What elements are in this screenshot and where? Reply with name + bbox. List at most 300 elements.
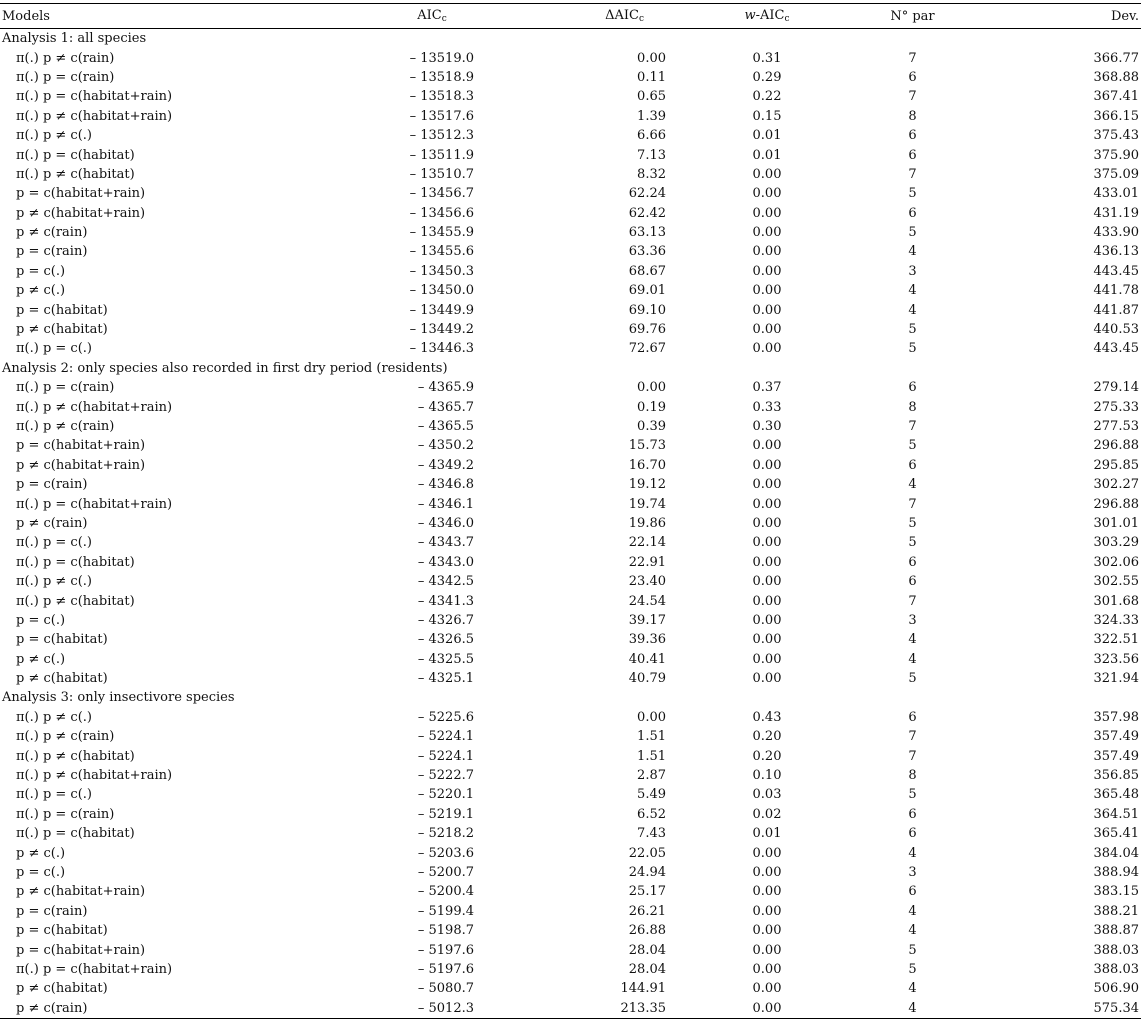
dev-cell: 375.43 xyxy=(1093,128,1139,144)
aic-cell: – 13519.0 xyxy=(409,50,474,66)
w-aic-cell: 0.00 xyxy=(752,302,782,318)
w-aic-cell: 0.01 xyxy=(752,147,782,163)
table-row xyxy=(0,281,1141,300)
dev-cell: 322.51 xyxy=(1093,632,1139,648)
npar-cell: 4 xyxy=(908,244,917,260)
table-row xyxy=(0,727,1141,746)
dev-cell: 321.94 xyxy=(1093,671,1139,687)
dev-cell: 388.94 xyxy=(1093,864,1139,880)
table-row xyxy=(0,882,1141,901)
aic-cell: – 5224.1 xyxy=(417,729,474,745)
model-cell: π(.) p = c(habitat) xyxy=(16,554,135,570)
delta-aic-cell: 40.79 xyxy=(628,671,666,687)
model-cell: p = c(rain) xyxy=(16,903,88,919)
header-npar: N° par xyxy=(890,8,935,24)
model-cell: π(.) p ≠ c(.) xyxy=(16,128,92,144)
model-cell: p ≠ c(rain) xyxy=(16,225,88,241)
aic-cell: – 13446.3 xyxy=(409,341,474,357)
dev-cell: 575.34 xyxy=(1093,1000,1139,1016)
npar-cell: 7 xyxy=(908,496,917,512)
header-w-aic: $w-AIC_c$ xyxy=(744,8,790,24)
npar-cell: 6 xyxy=(908,147,917,163)
aic-cell: – 13455.6 xyxy=(409,244,474,260)
npar-cell: 5 xyxy=(908,322,917,338)
model-cell: π(.) p = c(habitat+rain) xyxy=(16,961,173,977)
delta-aic-cell: 28.04 xyxy=(628,961,666,977)
npar-cell: 3 xyxy=(908,864,917,880)
header-dev: Dev. xyxy=(1110,8,1139,24)
delta-aic-cell: 6.52 xyxy=(637,806,666,822)
delta-aic-cell: 72.67 xyxy=(628,341,666,357)
header-row xyxy=(0,4,1141,29)
table-row xyxy=(0,746,1141,765)
table-row xyxy=(0,436,1141,455)
dev-cell: 357.49 xyxy=(1093,729,1139,745)
table-row xyxy=(0,475,1141,494)
model-cell: p ≠ c(.) xyxy=(16,845,66,861)
aic-cell: – 5220.1 xyxy=(417,787,474,803)
w-aic-cell: 0.00 xyxy=(752,884,782,900)
model-cell: p ≠ c(rain) xyxy=(16,515,88,531)
w-aic-cell: 0.00 xyxy=(752,981,782,997)
table-row xyxy=(0,262,1141,281)
table-row xyxy=(0,805,1141,824)
delta-aic-cell: 69.76 xyxy=(628,322,666,338)
aic-cell: – 5197.6 xyxy=(417,961,474,977)
analysis-2-group xyxy=(0,359,1141,689)
dev-cell: 324.33 xyxy=(1093,612,1139,628)
model-cell: π(.) p = c(rain) xyxy=(16,380,115,396)
model-cell: π(.) p ≠ c(habitat) xyxy=(16,166,135,182)
model-cell: p = c(.) xyxy=(16,864,66,880)
delta-aic-cell: 68.67 xyxy=(628,263,666,279)
table-row xyxy=(0,204,1141,223)
table-row xyxy=(0,378,1141,397)
table-row xyxy=(0,184,1141,203)
aic-cell: – 4326.7 xyxy=(417,612,474,628)
dev-cell: 365.41 xyxy=(1093,826,1139,842)
npar-cell: 6 xyxy=(908,554,917,570)
table-row xyxy=(0,87,1141,106)
header-models: Models xyxy=(2,8,50,24)
table-row xyxy=(0,708,1141,727)
aic-cell: – 5199.4 xyxy=(417,903,474,919)
aic-cell: – 4346.1 xyxy=(417,496,474,512)
aic-cell: – 5200.7 xyxy=(417,864,474,880)
dev-cell: 368.88 xyxy=(1093,69,1139,85)
w-aic-cell: 0.00 xyxy=(752,496,782,512)
w-aic-cell: 0.00 xyxy=(752,671,782,687)
group-title-row xyxy=(0,359,1141,378)
dev-cell: 384.04 xyxy=(1093,845,1139,861)
aic-cell: – 13512.3 xyxy=(409,128,474,144)
aic-cell: – 5225.6 xyxy=(417,709,474,725)
dev-cell: 357.98 xyxy=(1093,709,1139,725)
w-aic-cell: 0.22 xyxy=(752,89,782,105)
w-aic-cell: 0.00 xyxy=(752,864,782,880)
dev-cell: 388.87 xyxy=(1093,923,1139,939)
table-row xyxy=(0,514,1141,533)
analysis-1-group xyxy=(0,29,1141,359)
npar-cell: 8 xyxy=(908,399,917,415)
w-aic-cell: 0.00 xyxy=(752,923,782,939)
w-aic-cell: 0.00 xyxy=(752,205,782,221)
w-aic-cell: 0.00 xyxy=(752,244,782,260)
model-cell: p = c(habitat) xyxy=(16,632,108,648)
w-aic-cell: 0.43 xyxy=(752,709,782,725)
w-aic-cell: 0.33 xyxy=(752,399,782,415)
delta-aic-cell: 25.17 xyxy=(628,884,666,900)
model-cell: p = c(habitat+rain) xyxy=(16,186,146,202)
npar-cell: 6 xyxy=(908,806,917,822)
model-cell: p = c(habitat+rain) xyxy=(16,942,146,958)
aic-cell: – 5197.6 xyxy=(417,942,474,958)
w-aic-cell: 0.00 xyxy=(752,186,782,202)
w-aic-cell: 0.00 xyxy=(752,438,782,454)
aic-cell: – 4342.5 xyxy=(417,574,474,590)
group-title: Analysis 2: only species also recorded in first dry period (residents) xyxy=(2,360,448,376)
delta-aic-cell: 69.01 xyxy=(628,283,666,299)
delta-aic-cell: 213.35 xyxy=(620,1000,666,1016)
aic-cell: – 5198.7 xyxy=(417,923,474,939)
table-row xyxy=(0,223,1141,242)
w-aic-cell: 0.00 xyxy=(752,166,782,182)
delta-aic-cell: 6.66 xyxy=(637,128,666,144)
table-row xyxy=(0,669,1141,688)
model-cell: π(.) p = c(rain) xyxy=(16,69,115,85)
model-selection-table xyxy=(0,3,1141,1019)
aic-cell: – 4325.5 xyxy=(417,651,474,667)
model-cell: π(.) p = c(.) xyxy=(16,341,92,357)
dev-cell: 302.06 xyxy=(1093,554,1139,570)
delta-aic-cell: 2.87 xyxy=(637,768,666,784)
aic-cell: – 13450.0 xyxy=(409,283,474,299)
w-aic-cell: 0.00 xyxy=(752,593,782,609)
npar-cell: 4 xyxy=(908,981,917,997)
delta-aic-cell: 62.24 xyxy=(628,186,666,202)
aic-cell: – 13455.9 xyxy=(409,225,474,241)
table-row xyxy=(0,68,1141,87)
model-cell: p ≠ c(.) xyxy=(16,651,66,667)
delta-aic-cell: 19.86 xyxy=(628,515,666,531)
aic-cell: – 5222.7 xyxy=(417,768,474,784)
npar-cell: 3 xyxy=(908,612,917,628)
dev-cell: 356.85 xyxy=(1093,768,1139,784)
dev-cell: 296.88 xyxy=(1093,438,1139,454)
w-aic-cell: 0.30 xyxy=(752,419,782,434)
table-row xyxy=(0,494,1141,513)
delta-aic-cell: 1.51 xyxy=(637,729,666,745)
dev-cell: 279.14 xyxy=(1093,380,1139,396)
dev-cell: 441.78 xyxy=(1093,283,1139,299)
table-row xyxy=(0,320,1141,339)
table-row xyxy=(0,843,1141,862)
model-cell: p ≠ c(habitat) xyxy=(16,981,108,997)
delta-aic-cell: 0.11 xyxy=(637,69,666,85)
npar-cell: 7 xyxy=(908,166,917,182)
delta-aic-cell: 7.43 xyxy=(637,826,666,842)
dev-cell: 302.55 xyxy=(1093,574,1139,590)
dev-cell: 375.09 xyxy=(1093,166,1139,182)
npar-cell: 4 xyxy=(908,845,917,861)
dev-cell: 375.90 xyxy=(1093,147,1139,163)
model-cell: π(.) p ≠ c(rain) xyxy=(16,729,115,745)
npar-cell: 6 xyxy=(908,457,917,473)
delta-aic-cell: 0.00 xyxy=(637,380,666,396)
table-row xyxy=(0,339,1141,358)
delta-aic-cell: 28.04 xyxy=(628,942,666,958)
w-aic-cell: 0.37 xyxy=(752,380,782,396)
table-row xyxy=(0,397,1141,416)
delta-aic-cell: 1.39 xyxy=(637,108,666,124)
npar-cell: 8 xyxy=(908,768,917,784)
aic-cell: – 5218.2 xyxy=(417,826,474,842)
table-row xyxy=(0,242,1141,261)
w-aic-cell: 0.02 xyxy=(752,806,782,822)
w-aic-cell: 0.01 xyxy=(752,826,782,842)
delta-aic-cell: 15.73 xyxy=(628,438,666,454)
delta-aic-cell: 0.00 xyxy=(637,709,666,725)
dev-cell: 366.77 xyxy=(1093,50,1139,66)
table-row xyxy=(0,999,1141,1019)
delta-aic-cell: 24.54 xyxy=(628,593,666,609)
dev-cell: 357.49 xyxy=(1093,748,1139,764)
npar-cell: 4 xyxy=(908,302,917,318)
npar-cell: 6 xyxy=(908,205,917,221)
table-row xyxy=(0,960,1141,979)
group-title-row xyxy=(0,688,1141,707)
npar-cell: 6 xyxy=(908,574,917,590)
delta-aic-cell: 40.41 xyxy=(628,651,666,667)
delta-aic-cell: 19.12 xyxy=(628,477,666,493)
delta-aic-cell: 16.70 xyxy=(628,457,666,473)
w-aic-cell: 0.00 xyxy=(752,651,782,667)
npar-cell: 4 xyxy=(908,477,917,493)
npar-cell: 5 xyxy=(908,341,917,357)
aic-cell: – 13518.3 xyxy=(409,89,474,105)
model-cell: π(.) p = c(habitat+rain) xyxy=(16,89,173,105)
npar-cell: 3 xyxy=(908,263,917,279)
model-cell: p ≠ c(habitat+rain) xyxy=(16,205,146,221)
npar-cell: 4 xyxy=(908,632,917,648)
w-aic-cell: 0.00 xyxy=(752,574,782,590)
model-cell: π(.) p = c(habitat) xyxy=(16,147,135,163)
table-row xyxy=(0,940,1141,959)
model-cell: p = c(habitat) xyxy=(16,302,108,318)
w-aic-cell: 0.00 xyxy=(752,554,782,570)
table-row xyxy=(0,824,1141,843)
w-aic-cell: 0.00 xyxy=(752,322,782,338)
table-row xyxy=(0,572,1141,591)
npar-cell: 6 xyxy=(908,884,917,900)
table-row xyxy=(0,553,1141,572)
w-aic-cell: 0.00 xyxy=(752,942,782,958)
npar-cell: 5 xyxy=(908,438,917,454)
dev-cell: 443.45 xyxy=(1093,263,1139,279)
group-title: Analysis 1: all species xyxy=(2,31,147,47)
delta-aic-cell: 69.10 xyxy=(628,302,666,318)
group-title: Analysis 3: only insectivore species xyxy=(2,690,235,706)
table-row xyxy=(0,107,1141,126)
npar-cell: 5 xyxy=(908,787,917,803)
model-cell: π(.) p ≠ c(rain) xyxy=(16,50,115,66)
dev-cell: 302.27 xyxy=(1093,477,1139,493)
model-cell: p ≠ c(rain) xyxy=(16,1000,88,1016)
delta-aic-cell: 22.14 xyxy=(628,535,666,551)
table-row xyxy=(0,300,1141,319)
npar-cell: 5 xyxy=(908,225,917,241)
dev-cell: 436.13 xyxy=(1093,244,1139,260)
delta-aic-cell: 144.91 xyxy=(620,981,666,997)
dev-cell: 441.87 xyxy=(1093,302,1139,318)
npar-cell: 6 xyxy=(908,826,917,842)
w-aic-cell: 0.00 xyxy=(752,225,782,241)
model-cell: π(.) p = c(rain) xyxy=(16,806,115,822)
table-row xyxy=(0,902,1141,921)
aic-cell: – 4365.9 xyxy=(417,380,474,396)
w-aic-cell: 0.00 xyxy=(752,477,782,493)
w-aic-cell: 0.20 xyxy=(752,729,782,745)
npar-cell: 7 xyxy=(908,593,917,609)
dev-cell: 301.68 xyxy=(1093,593,1139,609)
dev-cell: 506.90 xyxy=(1093,981,1139,997)
table-row xyxy=(0,611,1141,630)
delta-aic-cell: 39.17 xyxy=(628,612,666,628)
aic-cell: – 5219.1 xyxy=(417,806,474,822)
aic-cell: – 13517.6 xyxy=(409,108,474,124)
delta-aic-cell: 0.39 xyxy=(637,419,666,434)
npar-cell: 5 xyxy=(908,535,917,551)
w-aic-cell: 0.00 xyxy=(752,612,782,628)
w-aic-cell: 0.15 xyxy=(752,108,782,124)
table-row xyxy=(0,863,1141,882)
model-cell: p ≠ c(habitat+rain) xyxy=(16,457,146,473)
delta-aic-cell: 7.13 xyxy=(637,147,666,163)
table-row xyxy=(0,417,1141,436)
model-cell: p ≠ c(habitat+rain) xyxy=(16,884,146,900)
table-row xyxy=(0,165,1141,184)
npar-cell: 4 xyxy=(908,903,917,919)
npar-cell: 5 xyxy=(908,515,917,531)
npar-cell: 7 xyxy=(908,419,917,434)
w-aic-cell: 0.00 xyxy=(752,283,782,299)
aic-cell: – 4350.2 xyxy=(417,438,474,454)
aic-cell: – 13456.6 xyxy=(409,205,474,221)
w-aic-cell: 0.00 xyxy=(752,632,782,648)
aic-cell: – 13456.7 xyxy=(409,186,474,202)
model-cell: π(.) p ≠ c(habitat) xyxy=(16,593,135,609)
delta-aic-cell: 63.36 xyxy=(628,244,666,260)
w-aic-cell: 0.00 xyxy=(752,1000,782,1016)
table-row xyxy=(0,533,1141,552)
npar-cell: 6 xyxy=(908,709,917,725)
header-delta-aic: $\Delta AIC_c$ xyxy=(605,8,644,24)
delta-aic-cell: 23.40 xyxy=(628,574,666,590)
table-row xyxy=(0,979,1141,998)
w-aic-cell: 0.03 xyxy=(752,787,782,803)
delta-aic-cell: 0.65 xyxy=(637,89,666,105)
w-aic-cell: 0.29 xyxy=(752,69,782,85)
aic-cell: – 4346.0 xyxy=(417,515,474,531)
aic-cell: – 5012.3 xyxy=(417,1000,474,1016)
npar-cell: 8 xyxy=(908,108,917,124)
w-aic-cell: 0.01 xyxy=(752,128,782,144)
dev-cell: 323.56 xyxy=(1093,651,1139,667)
dev-cell: 301.01 xyxy=(1093,515,1139,531)
model-cell: π(.) p = c(habitat) xyxy=(16,826,135,842)
w-aic-cell: 0.31 xyxy=(752,50,782,66)
aic-cell: – 4326.5 xyxy=(417,632,474,648)
delta-aic-cell: 22.05 xyxy=(628,845,666,861)
model-cell: p = c(habitat+rain) xyxy=(16,438,146,454)
group-title-row xyxy=(0,29,1141,49)
model-cell: π(.) p = c(habitat+rain) xyxy=(16,496,173,512)
dev-cell: 364.51 xyxy=(1093,806,1139,822)
w-aic-cell: 0.20 xyxy=(752,748,782,764)
model-cell: p = c(.) xyxy=(16,612,66,628)
npar-cell: 6 xyxy=(908,380,917,396)
table-row xyxy=(0,48,1141,67)
dev-cell: 367.41 xyxy=(1093,89,1139,105)
dev-cell: 365.48 xyxy=(1093,787,1139,803)
analysis-3-group xyxy=(0,688,1141,1018)
w-aic-cell: 0.00 xyxy=(752,535,782,551)
aic-cell: – 5080.7 xyxy=(417,981,474,997)
table-row xyxy=(0,921,1141,940)
aic-cell: – 5224.1 xyxy=(417,748,474,764)
delta-aic-cell: 5.49 xyxy=(637,787,666,803)
w-aic-cell: 0.10 xyxy=(752,768,782,784)
aic-cell: – 4341.3 xyxy=(417,593,474,609)
dev-cell: 383.15 xyxy=(1093,884,1139,900)
aic-cell: – 13518.9 xyxy=(409,69,474,85)
w-aic-cell: 0.00 xyxy=(752,341,782,357)
delta-aic-cell: 39.36 xyxy=(628,632,666,648)
w-aic-cell: 0.00 xyxy=(752,845,782,861)
dev-cell: 303.29 xyxy=(1093,535,1139,551)
dev-cell: 296.88 xyxy=(1093,496,1139,512)
dev-cell: 433.90 xyxy=(1093,225,1139,241)
table-row xyxy=(0,456,1141,475)
delta-aic-cell: 26.21 xyxy=(628,903,666,919)
npar-cell: 5 xyxy=(908,186,917,202)
npar-cell: 6 xyxy=(908,128,917,144)
npar-cell: 5 xyxy=(908,942,917,958)
npar-cell: 7 xyxy=(908,50,917,66)
model-cell: p = c(.) xyxy=(16,263,66,279)
npar-cell: 5 xyxy=(908,961,917,977)
aic-cell: – 13449.9 xyxy=(409,302,474,318)
aic-cell: – 4365.5 xyxy=(417,419,474,434)
model-cell: π(.) p ≠ c(habitat+rain) xyxy=(16,399,173,415)
delta-aic-cell: 8.32 xyxy=(637,166,666,182)
npar-cell: 5 xyxy=(908,671,917,687)
delta-aic-cell: 22.91 xyxy=(628,554,666,570)
table-row xyxy=(0,591,1141,610)
model-cell: p = c(rain) xyxy=(16,244,88,260)
model-cell: π(.) p ≠ c(habitat+rain) xyxy=(16,108,173,124)
model-cell: π(.) p ≠ c(habitat) xyxy=(16,748,135,764)
delta-aic-cell: 24.94 xyxy=(628,864,666,880)
aic-cell: – 13449.2 xyxy=(409,322,474,338)
table-row xyxy=(0,766,1141,785)
npar-cell: 6 xyxy=(908,69,917,85)
dev-cell: 388.03 xyxy=(1093,942,1139,958)
aic-cell: – 4346.8 xyxy=(417,477,474,493)
aic-cell: – 13511.9 xyxy=(409,147,474,163)
delta-aic-cell: 26.88 xyxy=(628,923,666,939)
aic-cell: – 4343.7 xyxy=(417,535,474,551)
